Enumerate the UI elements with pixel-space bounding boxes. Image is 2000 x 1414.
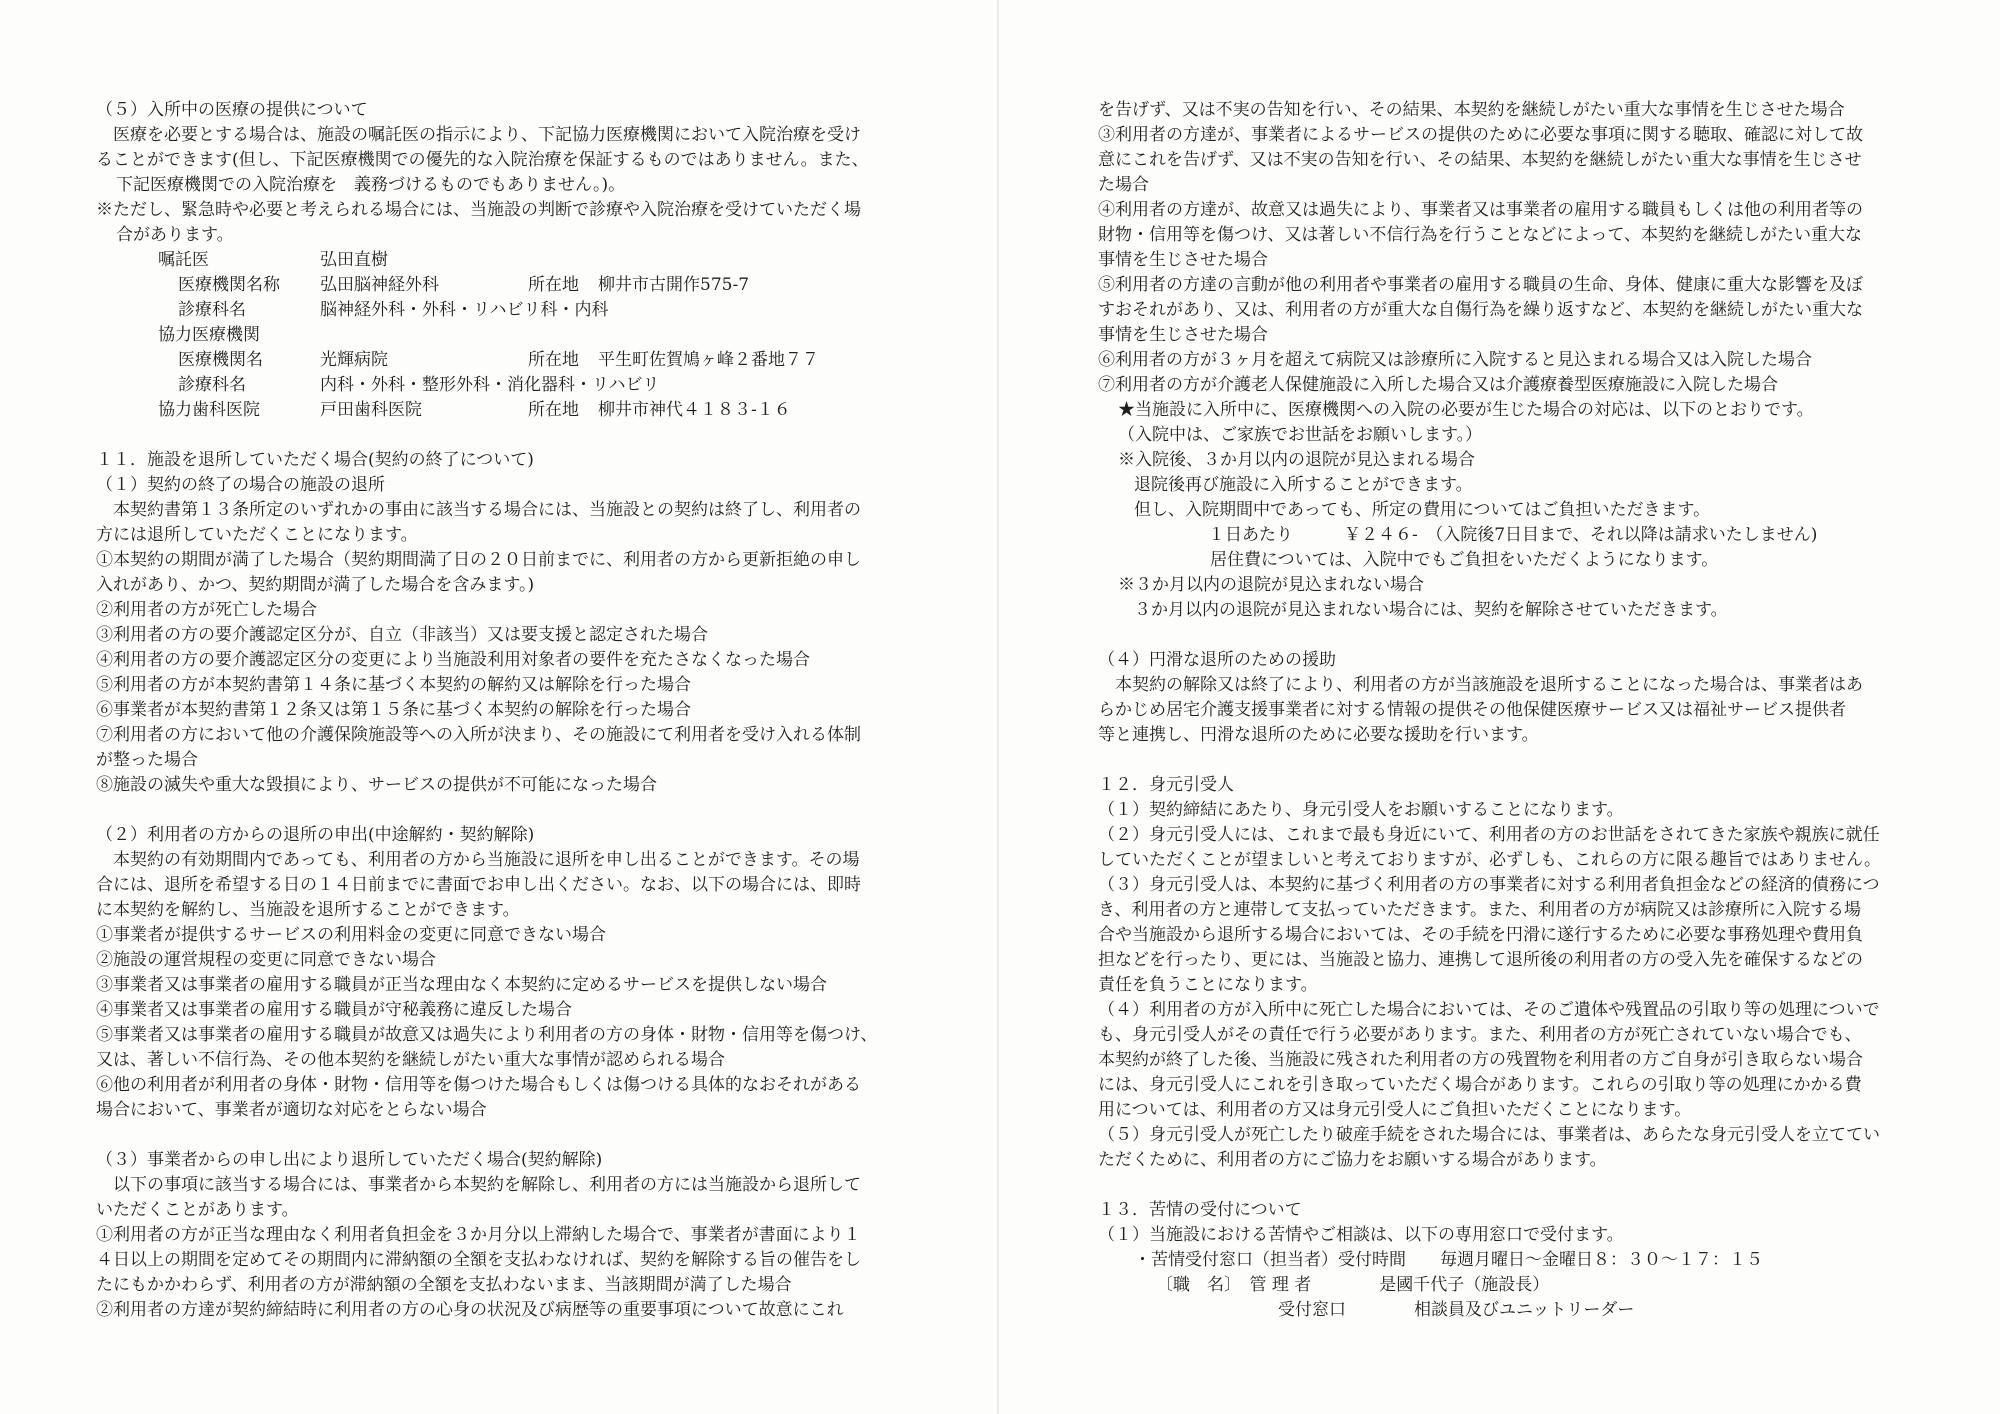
list-item: ⑤利用者の方達の言動が他の利用者や事業者の雇用する職員の生命、身体、健康に重大な影響を及ぼ [1098, 275, 1863, 295]
list-item: ⑤利用者の方が本契約書第１４条に基づく本契約の解約又は解除を行った場合 [96, 675, 691, 695]
list-item: ①本契約の期間が満了した場合（契約期間満了日の２０日前までに、利用者の方から更新拒絶の申し [96, 550, 861, 570]
list-item: 意にこれを告げず、又は不実の告知を行い、その結果、本契約を継続しがたい重大な事情を生じさせ [1098, 150, 1862, 170]
paragraph-line: いただくことがあります。 [96, 1200, 299, 1220]
list-item: には、身元引受人にこれを引き取っていただく場合があります。これらの引取り等の処理にかかる費 [1098, 1075, 1862, 1095]
list-item: ⑦利用者の方が介護老人保健施設に入所した場合又は介護療養型医療施設に入院した場合 [1098, 375, 1778, 395]
list-item: 用については、利用者の方又は身元引受人にご負担いただくことになります。 [1098, 1100, 1692, 1120]
list-item: た場合 [1098, 175, 1149, 195]
list-item: 財物・信用等を傷つけ、又は著しい不信行為を行うことなどによって、本契約を継続しがたい重大な [1098, 225, 1862, 245]
paragraph-line: 本契約書第１３条所定のいずれかの事由に該当する場合には、当施設との契約は終了し、利用者の [96, 500, 861, 520]
dept-value: 脳神経外科・外科・リハビリ科・内科 [320, 300, 609, 320]
paragraph-line: 本契約の有効期間内であっても、利用者の方から当施設に退所を申し出ることができます。その場 [96, 850, 860, 870]
paragraph-line: 医療を必要とする場合は、施設の嘱託医の指示により、下記協力医療機関において入院治療を受け [96, 125, 861, 145]
list-item: も、身元引受人がその責任で行う必要があります。また、利用者の方が死亡されていない場合でも、 [1098, 1025, 1862, 1045]
doctor-value: 弘田直樹 [320, 250, 388, 270]
subsection-heading: （１）契約の終了の場合の施設の退所 [96, 475, 385, 495]
list-item: 場合において、事業者が適切な対応をとらない場合 [96, 1100, 487, 1120]
paragraph-line: ※ただし、緊急時や必要と考えられる場合には、当施設の判断で診療や入院治療を受けていただく場 [96, 200, 861, 220]
inst-value: 弘田脳神経外科 [320, 275, 439, 295]
paragraph-line: らかじめ居宅介護支援事業者に対する情報の提供その他保健医療サービス又は福祉サービス提供者 [1098, 700, 1846, 720]
list-item: （４）利用者の方が入所中に死亡した場合においては、そのご遺体や残置品の引取り等の処理についで [1098, 1000, 1880, 1020]
paragraph-line: ることができます(但し、下記医療機関での優先的な入院治療を保証するものではありません。また、 [96, 150, 869, 170]
list-item: すおそれがあり、又は、利用者の方が重大な自傷行為を繰り返すなど、本契約を継続しがたい重大な [1098, 300, 1863, 320]
list-item: 事情を生じさせた場合 [1098, 250, 1268, 270]
complaint-manager: 〔職 名〕 管 理 者 是國千代子（施設長） [1156, 1275, 1550, 1295]
inst-label: 医療機関名称 [178, 275, 280, 295]
section-5-heading: （５）入所中の医療の提供について [96, 100, 368, 120]
left-page [96, 98, 936, 1323]
hospital-note: 居住費については、入院中でもご負担をいただくようになります。 [1210, 550, 1719, 570]
coop-name-value: 光輝病院 [320, 350, 388, 370]
paragraph-line: 本契約の解除又は終了により、利用者の方が当該施設を退所することになった場合は、事業者はあ [1098, 675, 1863, 695]
list-item: が整った場合 [96, 750, 198, 770]
list-item: ②施設の運営規程の変更に同意できない場合 [96, 950, 436, 970]
list-item: ⑦利用者の方において他の介護保険施設等への入所が決まり、その施設にて利用者を受け入れる体制 [96, 725, 861, 745]
paragraph-line: 合には、退所を希望する日の１４日前までに書面でお申し出ください。なお、以下の場合には、即時 [96, 875, 861, 895]
coop-loc-value: 平生町佐賀鳩ヶ峰２番地７７ [598, 350, 819, 370]
dental-loc-label: 所在地 [528, 400, 579, 420]
list-item: 入れがあり、かつ、契約期間が満了した場合を含みます。) [96, 575, 535, 595]
list-item: ⑤事業者又は事業者の雇用する職員が故意又は過失により利用者の方の身体・財物・信用等を傷つけ、 [96, 1025, 878, 1045]
list-item: 事情を生じさせた場合 [1098, 325, 1268, 345]
dental-loc-value: 柳井市神代４１８３-１６ [598, 400, 791, 420]
list-item: を告げず、又は不実の告知を行い、その結果、本契約を継続しがたい重大な事情を生じさせた場合 [1098, 100, 1845, 120]
page-fold [997, 0, 999, 1414]
list-item: ②利用者の方が死亡した場合 [96, 600, 317, 620]
list-item: ⑧施設の滅失や重大な毀損により、サービスの提供が不可能になった場合 [96, 775, 657, 795]
hospital-note: （入院中は、ご家族でお世話をお願いします。） [1118, 425, 1483, 445]
inst-loc-label: 所在地 [528, 275, 579, 295]
complaint-hours: ・苦情受付窓口（担当者）受付時間 毎週月曜日～金曜日８：３０～１７：１５ [1134, 1250, 1763, 1270]
dental-label: 協力歯科医院 [158, 400, 260, 420]
list-item: 本契約が終了した後、当施設に残された利用者の方の残置物を利用者の方ご自身が引き取らない場合 [1098, 1050, 1863, 1070]
hospital-note: 但し、入院期間中であっても、所定の費用についてはご負担いただきます。 [1134, 500, 1711, 520]
paragraph-line: 下記医療機関での入院治療を 義務づけるものでもありません。)。 [116, 175, 626, 195]
list-item: ③事業者又は事業者の雇用する職員が正当な理由なく本契約に定めるサービスを提供しない場合 [96, 975, 827, 995]
coop-name-label: 医療機関名 [178, 350, 263, 370]
medical-institutions-table [96, 248, 936, 423]
list-item: （３）身元引受人は、本契約に基づく利用者の方の事業者に対する利用者負担金などの経済的債務につ [1098, 875, 1880, 895]
paragraph-line: 方には退所していただくことになります。 [96, 525, 418, 545]
list-item: 責任を負うことになります。 [1098, 975, 1318, 995]
hospital-note: ※３か月以内の退院が見込まれない場合 [1118, 575, 1424, 595]
coop-loc-label: 所在地 [528, 350, 579, 370]
list-item: （１）当施設における苦情やご相談は、以下の専用窓口で受付ます。 [1098, 1225, 1624, 1245]
list-item: ③利用者の方の要介護認定区分が、自立（非該当）又は要支援と認定された場合 [96, 625, 708, 645]
list-item: ４日以上の期間を定めてその期間内に滞納額の全額を支払わなければ、契約を解除する旨の催告をし [96, 1250, 861, 1270]
list-item: （１）契約締結にあたり、身元引受人をお願いすることになります。 [1098, 800, 1624, 820]
dental-value: 戸田歯科医院 [320, 400, 422, 420]
list-item: （２）身元引受人には、これまで最も身近にいて、利用者の方のお世話をされてきた家族や親族に就任 [1098, 825, 1880, 845]
hospital-note: 退院後再び施設に入所することができます。 [1134, 475, 1473, 495]
coop-dept-value: 内科・外科・整形外科・消化器科・リハビリ [320, 375, 660, 395]
hospital-fee: １日あたり ￥２４６- （入院後7日目まで、それ以降は請求いたしません) [1208, 525, 1818, 545]
doctor-label: 嘱託医 [158, 250, 209, 270]
section-11-heading: １１．施設を退所していただく場合(契約の終了について) [96, 450, 534, 470]
paragraph-line: 以下の事項に該当する場合には、事業者から本契約を解除し、利用者の方には当施設から退所して [96, 1175, 861, 1195]
list-item: ④利用者の方達が、故意又は過失により、事業者又は事業者の雇用する職員もしくは他の利用者等の [1098, 200, 1863, 220]
list-item: ただくために、利用者の方にご協力をお願いする場合があります。 [1098, 1150, 1607, 1170]
complaint-desk: 受付窓口 相談員及びユニットリーダー [1278, 1300, 1635, 1320]
list-item: ①事業者が提供するサービスの利用料金の変更に同意できない場合 [96, 925, 606, 945]
subsection-heading: （２）利用者の方からの退所の申出(中途解約・契約解除) [96, 825, 535, 845]
coop-dept-label: 診療科名 [178, 375, 246, 395]
list-item: ④利用者の方の要介護認定区分の変更により当施設利用対象者の要件を充たさなくなった場合 [96, 650, 810, 670]
list-item: 合や当施設から退所する場合においては、その手続を円滑に遂行するために必要な事務処理や費用負 [1098, 925, 1863, 945]
list-item: ⑥事業者が本契約書第１２条又は第１５条に基づく本契約の解除を行った場合 [96, 700, 691, 720]
paragraph-line: 等と連携し、円滑な退所のために必要な援助を行います。 [1098, 725, 1539, 745]
list-item: たにもかかわらず、利用者の方が滞納額の全額を支払わないまま、当該期間が満了した場合 [96, 1275, 792, 1295]
hospital-note: ★当施設に入所中に、医療機関への入院の必要が生じた場合の対応は、以下のとおりです。 [1118, 400, 1814, 420]
list-item: ⑥他の利用者が利用者の身体・財物・信用等を傷つけた場合もしくは傷つける具体的なおそれがある [96, 1075, 861, 1095]
list-item: 担などを行ったり、更には、当施設と協力、連携して退所後の利用者の方の受入先を確保するなどの [1098, 950, 1863, 970]
dept-label: 診療科名 [178, 300, 246, 320]
inst-loc-value: 柳井市古開作575-7 [598, 275, 750, 295]
list-item: ④事業者又は事業者の雇用する職員が守秘義務に違反した場合 [96, 1000, 572, 1020]
list-item: ⑥利用者の方が３ヶ月を超えて病院又は診療所に入院すると見込まれる場合又は入院した場合 [1098, 350, 1812, 370]
section-13-heading: １３．苦情の受付について [1098, 1200, 1302, 1220]
right-page [1098, 98, 1958, 1323]
list-item: ③利用者の方達が、事業者によるサービスの提供のために必要な事項に関する聴取、確認に対して故 [1098, 125, 1863, 145]
hospital-note: ※入院後、３か月以内の退院が見込まれる場合 [1118, 450, 1475, 470]
list-item: き、利用者の方と連帯して支払っていただきます。また、利用者の方が病院又は診療所に入院する場 [1098, 900, 1861, 920]
subsection-heading: （３）事業者からの申し出により退所していただく場合(契約解除) [96, 1150, 603, 1170]
list-item: していただくことが望ましいと考えておりますが、必ずしも、これらの方に限る趣旨ではありません。 [1098, 850, 1882, 870]
paragraph-line: 合があります。 [116, 225, 234, 245]
list-item: 又は、著しい不信行為、その他本契約を継続しがたい重大な事情が認められる場合 [96, 1050, 725, 1070]
coop-label: 協力医療機関 [158, 325, 260, 345]
hospital-note: ３か月以内の退院が見込まれない場合には、契約を解除させていただきます。 [1134, 600, 1728, 620]
section-12-heading: １２．身元引受人 [1098, 775, 1234, 795]
subsection-heading: （４）円滑な退所のための援助 [1098, 650, 1336, 670]
list-item: ②利用者の方達が契約締結時に利用者の方の心身の状況及び病歴等の重要事項について故意にこれ [96, 1300, 844, 1320]
list-item: ①利用者の方が正当な理由なく利用者負担金を３か月分以上滞納した場合で、事業者が書面により１ [96, 1225, 861, 1245]
paragraph-line: に本契約を解約し、当施設を退所することができます。 [96, 900, 520, 920]
list-item: （５）身元引受人が死亡したり破産手続をされた場合には、事業者は、あらたな身元引受人を立ててい [1098, 1125, 1880, 1145]
